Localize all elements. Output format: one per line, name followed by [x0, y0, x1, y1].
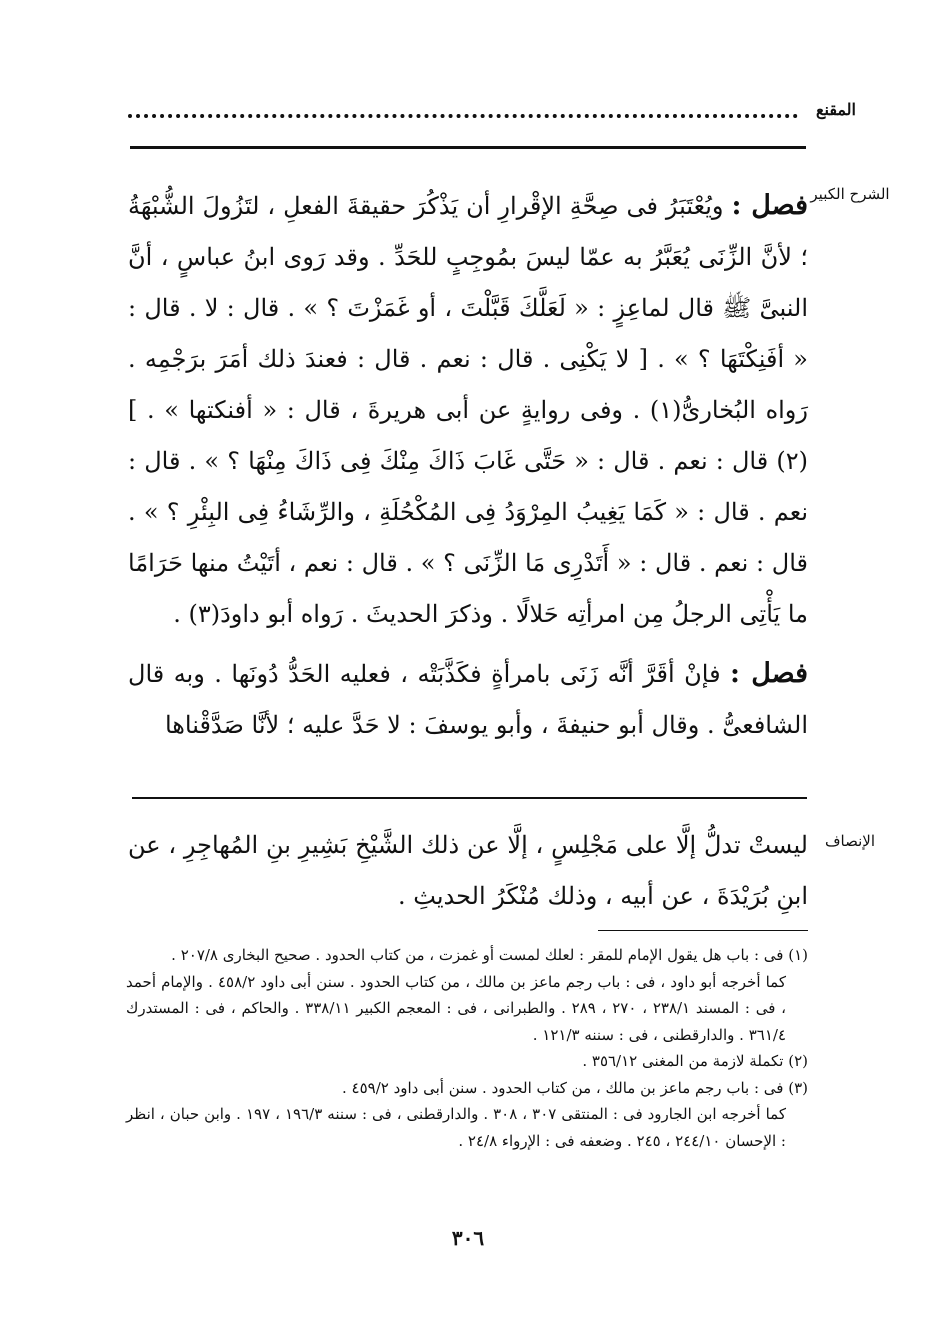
insaf-paragraph: ليستْ تدلُّ إلَّا على مَجْلِسٍ ، إلَّا عن ذلك الشَّيْخِ بَشِيرِ بنِ المُهاجِرِ ، عن ابنِ بُرَيْدَةَ ، عن أبيه ، وذلك مُنْكَرُ الحديثِ . — [128, 831, 808, 910]
header-rule — [130, 146, 806, 149]
paragraph-1-body: ويُعْتَبَرُ فى صِحَّةِ الإقْرارِ أن يَذْكُرَ حقيقةَ الفعلِ ، لتَزُولَ الشُّبْهَةُ ؛ لأنَّ الزِّنَى يُعَبَّرُ به عمّا ليسَ بمُوجِبٍ للحَدِّ . وقد رَوى ابنُ عباسٍ ، أنَّ النبىَّ ﷺ قال لماعِزٍ : « لَعَلَّكَ قَبَّلْتَ ، أو غَمَزْتَ ؟ » . قال : لا . قال : « أفَنِكْتَهَا ؟ » . [ لا يَكْنِى . قال : نعم . قال : فعندَ ذلك أمَرَ برَجْمِه . رَواه البُخارىُّ(١) . وفى روايةٍ عن أبى هريرةَ ، قال : « أفنكتها » . ](٢) قال : نعم . قال : « حَتَّى غَابَ ذَاكَ مِنْكَ فِى ذَاكَ مِنْهَا ؟ » . قال : نعم . قال : « كَمَا يَغِيبُ المِرْوَدُ فِى المُكْحُلَةِ ، والرِّشَاءُ فِى البِئْرِ ؟ » . قال : نعم . قال : « أَتَدْرِى مَا الزِّنَى ؟ » . قال : نعم ، أتَيْتُ منها حَرَامًا ما يَأْتِى الرجلُ مِن امرأتِه حَلالًا . وذكرَ الحديثَ . رَواه أبو داودَ(٣) . — [128, 192, 808, 628]
section-heading: فصل : — [730, 658, 808, 689]
paragraph-1 — [128, 180, 808, 640]
page-number: ٣٠٦ — [451, 1226, 485, 1250]
main-text — [128, 180, 808, 751]
footnotes — [126, 942, 808, 1154]
running-header-title: المقنع — [815, 100, 856, 119]
footnote-continuation: كما أخرجه أبو داود ، فى : باب رجم ماعز بن مالك ، من كتاب الحدود . سنن أبى داود ٤٥٨/٢ . والإمام أحمد ، فى : المسند ٢٣٨/١ ، ٢٧٠ ، ٢٨٩ . والطبرانى ، فى : المعجم الكبير ٣٣٨/١١ . والحاكم ، فى : المستدرك ٣٦١/٤ . والدارقطنى ، فى : سننه ١٢١/٣ . — [126, 972, 786, 1044]
insaf-text — [128, 820, 808, 922]
paragraph-2-body: فإنْ أقَرَّ أنَّه زَنَى بامرأةٍ فكَذَّبَتْه ، فعليه الحَدُّ دُونَها . وبه قال الشافعىُّ . وقال أبو حنيفةَ ، وأبو يوسفَ : لا حَدَّ عليه ؛ لأنَّا صَدَّقْناها — [128, 660, 808, 739]
paragraph-2 — [128, 648, 808, 751]
side-label-sharh: الشرح الكبير — [810, 185, 890, 203]
footnote: (١) فى : باب هل يقول الإمام للمقر : لعلك لمست أو غمزت ، من كتاب الحدود . صحيح البخارى ٢٠٧/٨ . — [171, 946, 808, 964]
footnote-rule — [598, 930, 808, 931]
footnote-continuation: كما أخرجه ابن الجارود فى : المنتقى ٣٠٧ ، ٣٠٨ . والدارقطنى ، فى : سننه ١٩٦/٣ ، ١٩٧ . وابن حبان ، انظر : الإحسان ٢٤٤/١٠ ، ٢٤٥ . وضعفه فى : الإرواء ٢٤/٨ . — [126, 1105, 786, 1150]
footnote: (٢) تكملة لازمة من المغنى ٣٥٦/١٢ . — [582, 1052, 808, 1070]
header-dotted-leader — [128, 100, 798, 118]
section-divider — [132, 797, 807, 799]
section-heading: فصل : — [731, 190, 808, 221]
side-label-insaf: الإنصاف — [824, 832, 876, 850]
footnote: (٣) فى : باب رجم ماعز بن مالك ، من كتاب الحدود . سنن أبى داود ٤٥٩/٢ . — [342, 1078, 808, 1097]
